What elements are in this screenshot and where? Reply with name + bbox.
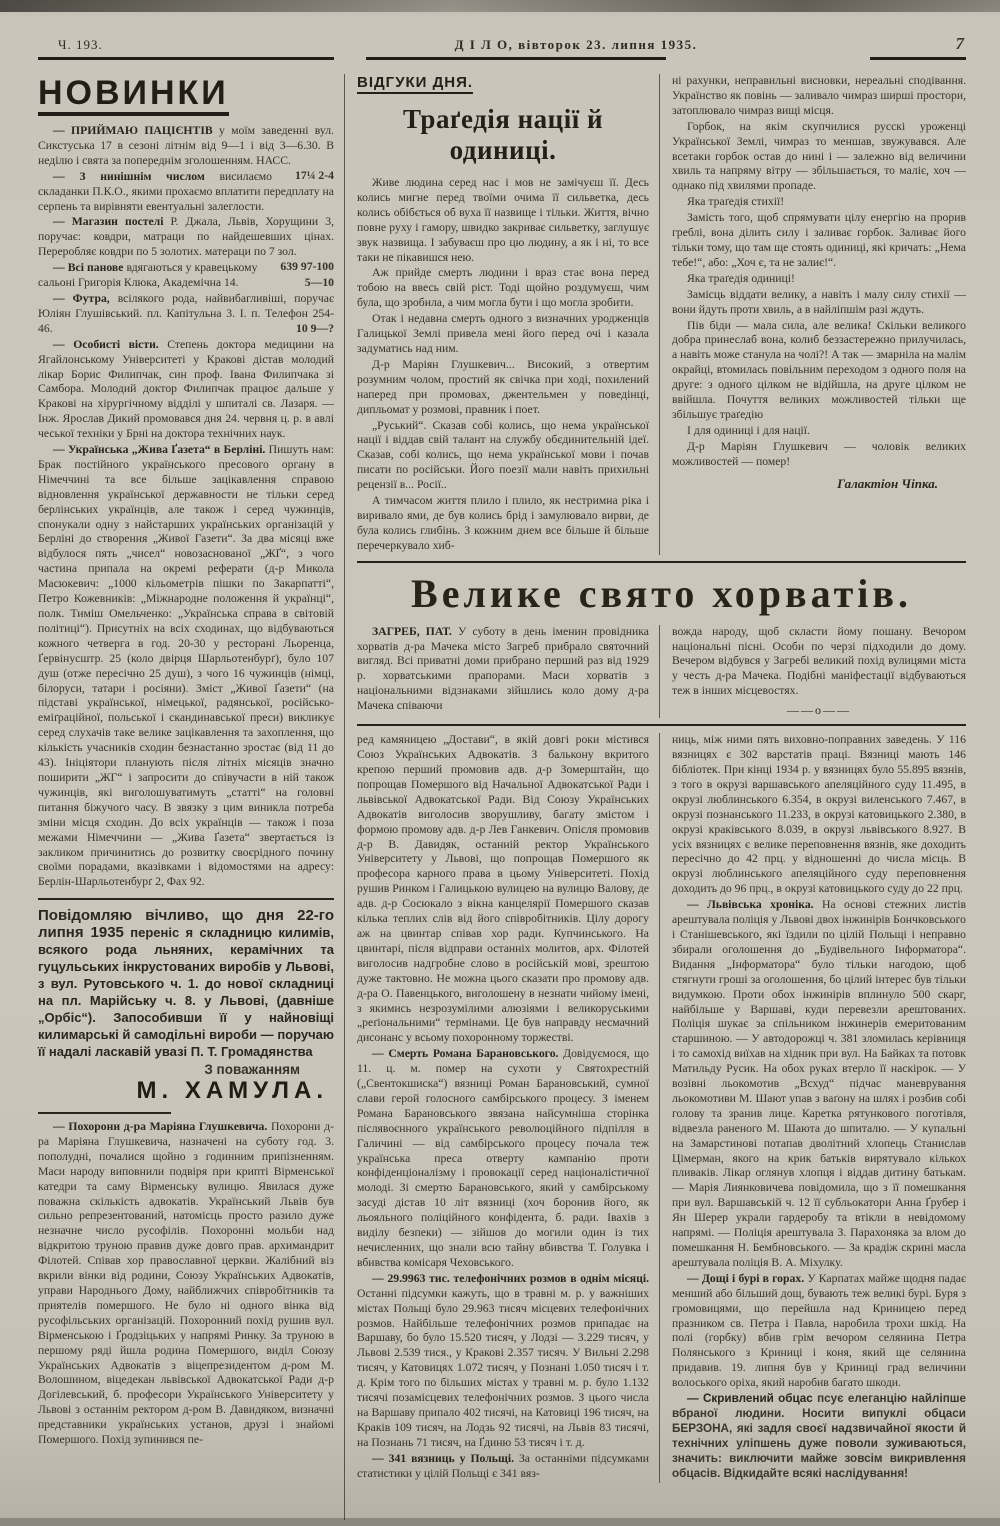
paragraph-lead: — Львівська хроніка.: [687, 898, 814, 912]
news-list: [38, 124, 334, 890]
feuilleton-paragraph: Аж прийде смерть людини і враз стає вона перед тобою на ввесь свій ріст. Тоді щойно роздумуєш, чим була, що зробила, а чим могла бути і що могла зробити.: [357, 266, 649, 310]
croatia-headline: Велике свято хорватів.: [411, 570, 912, 616]
paragraph-lead: — Скривлений обцас: [687, 1392, 813, 1406]
feuilleton-paragraph: Яка траґедія стихії!: [687, 195, 785, 209]
paragraph-lead: — Футра,: [53, 291, 110, 305]
paragraph-lead: — Дощі і бурі в горах.: [687, 1271, 805, 1285]
news-item: — Львівська хроніка. На основі стежних листів арештувала поліція у Львові двох інжинірів Бончковського і Станішевського, які їздили по цілій Польщі і неправно збирали оголошення до „Будівельного Інформатора“. Видання „Інформатора“ було тільки нагодою, щоб стягнути гроші за оголошення, бо цілий інтерес був тільки видумкою. Проти обох інжинірів вплинуло 500 скарг, найбільше у Варшаві, куди перевезли арештованих. Поліція шукає за спільником інжинерів емеритованим старшиною. — У автодорожці ч. 381 зломилась керівниця і то самохід виїхав на хідник при вул. На Байках та потовк Матильду Русик. На обох руках втерло її наскірок. — У возівні льокомотив „Всхуд“ підчас маневрування льокомотиви М. Шают упав з ваґону на шлях і розбив собі голову та зранив лице. Каретка рятункового поготівля, відвезла раненого М. Шаюта до шпиталю. — У купальні на Замарстинові потапав дволітний хлопець Станислав Цімерман, якого на крик батьків вирятувало кількох пливаків. Лікар оглянув хлопця і віддав дитину батькам. — Марія Лиянковичева повідомила, що з її помешкання при вул. Варшавській ч. 12 її субльокатори Анна Ґрубер і Ян Шерер украли гардеробу та втікли в невідомому напрямі. — Поліція арештувала З. Парахоняка за влом до помешкання Н. Бембновського. — За крадіж скрині масла арештувала поліція В. А. Міхулку.: [672, 898, 966, 1269]
feuilleton-paragraph: Замісць віддати велику, а навіть і малу силу стихії — вони йдуть проти хвиль, а в найліпшім разі ждуть.: [672, 287, 966, 316]
funeral-paragraph: — Похорони д-ра Маріяна Глушкевича. Похорони д-ра Маріяна Глушкевича, назначені на суботу год. 3. пополудні, почалися щойно з годинним припізненням. Маси народу виповнили подвіря при крипті Вірменської катедри та саму Вірменську вулицю. Явилася дуже поважна скількість адвокатів. Український Львів був сильно репрезентований, натомісць просто разило дуже незначне число русофілів. Похоронні мольби над відкритою труною правив дуже довго прав. архимандрит Філотей. Співав хор православної церкви. Жалібний віз вкрили вінки від родини, Союзу Українських Адвокатів, управи Народнього Дому, найближчих співробітників та приятелів помершого. Не було ні одного вінка від русофільських організацій. Похоронний похід рушив вул. Вірменською і Ґродзіцьких у напрямі Ринку. За труною в першому ряді йшла родина Помершого, виділ Союзу Українських Адвокатів з віцепрезидентом д-ром М. Волошином, віцедекан львівської Адвокатської Ради д-р Догілевський, б. професори Українського Університету у Львові з останнім ректором д-ром В. Давидяком, визначні представники українських установ, друзі і знайомі Помершого. Похід зупинився пе-: [38, 1120, 334, 1447]
page-number: 7: [955, 34, 964, 53]
header-rule-right: [870, 57, 966, 60]
divider-rule-short: [38, 1112, 171, 1114]
paragraph-lead: — Українська „Жива Ґазета“ в Берліні.: [53, 443, 266, 457]
news-item: — Особисті вісти. Степень доктора медицини на Ягайлонському Університеті у Кракові дістав молодий лікар Борис Филипчак, син проф. Івана Филипчака зі Самбора. Молодий доктор Филипчак працює дальше у Кракові на хірургічному відділі у шпиталі св. Лазаря. — Інж. Ярослав Дикий промовався дня 24. червня ц. р. в авлі чеської техніки у Брні на доктора технічних наук.: [38, 337, 334, 441]
ad-reference-number: 17¼ 2-4: [295, 168, 334, 182]
columns-two-three: [357, 74, 966, 1520]
carpet-ad-body-1: переніс я складницю килимів, всякого рода льняних, керамічних та гуцульських інкрустованих виробів у Львові, з вул. Рутовського ч. 1.: [38, 925, 334, 992]
feuilleton-paragraph: А тимчасом життя плило і плило, як нестримна ріка і виривало ями, де був колись брід і замулювало вирви, де була колись глибінь. З кожним днем все більше й більше перечеркувало хиб-: [357, 494, 649, 552]
ornament-divider: ——о——: [787, 703, 851, 718]
feuilleton-paragraph: Пів біди — мала сила, але велика! Скільки великого добра принеслаб вона, колиб беззастережно прилучилась, а навіть може станула на чолі?! А так — змарніла на малім окрайці, втомилась повільним переходом з одного поля на друге: з одного цілком не відійшла, на друге цілком не ввійшла. Почуття великих можливостей тільки ще збільшує траґедію: [672, 318, 966, 421]
croatia-column-right: [660, 625, 966, 719]
paragraph-lead: — 341 вязниць у Польщі.: [372, 1451, 514, 1465]
feuilleton-paragraph: ні рахунки, неправильні висновки, нереальні сподівання. Українство як повінь — заливало чимраз ширші простори, затоплювало чимраз вищі місця.: [672, 74, 966, 117]
feuilleton-paragraph: „Руський“. Сказав собі колись, що нема української нації і віддав свій талант на службу обєдинительній ідеї. Сказав, собі колись, що нема української мови і почав писати по російськи. Його поезії мали навіть прихильні рецензії в... Росії..: [357, 418, 649, 492]
carpet-ad-body-2: (давніше „Орбіс“). Запособивши її у найновіщі килимарські й самодільні вироби — поручаю її надалі ласкавій увазі П. Т. Громадянства: [38, 993, 334, 1060]
croatia-column-left: [357, 625, 660, 719]
feuilleton-column-right: [660, 74, 966, 555]
carpet-ad: [38, 907, 334, 1106]
paragraph-lead: — Всі панове: [53, 261, 124, 275]
news-item: — Українська „Жива Ґазета“ в Берліні. Пишуть нам: Брак постійного українського пресового органу в Німеччині та все більше зацікавлення справою відновлення української державности не тільки серед берлінських українців, але також і серед чужинців, спонукали одну з найстарших українських організацій у Берліні до створення „Живої Газети“. За два місяці вже відбулося пять „чисел“ новозаснованої „ЖҐ“, з чого частина припала на окремі реферати (д-р Микола Масюкевич: „1000 кільометрів пішки по Закарпатті“, Петро Кожевників: „Міжнародне положення й українці“, полк. Тиміш Омельченко: „Українська справа в світовій політиці“). Присутніх на всіх сходинах, що відбуваються кожного четверга в год. 20-30 у ресторані Льоренца, Ґервінусштр. 25 (коло двірця Шарльотенбурґ), було 107 душ (отже пересічно 25 душ), з чого 16 чужинців (німці, білоруси, татари і росіяни). Зміст „Живої Ґазети“ (на підставі української, німецької, радянської, російсько-еміґраційної, польської і скандинавської преси) викликує серед слухачів таке велике зацікавлення та захоплення, що кількість учасників сходин безнастанно зростає (від 11 до 43). Ініціятори планують після літніх місяців значно поширити „ЖГ“ і запросити до співучасти в ній також чужинців, які виголошуватимуть „статті“ на головні питання біжучого часу. В звязку з цим виникла потреба зміни місця сходин. До всіх українців — також і поза межами Німеччини — „Жива Ґазета“ звертається із закликом причинитись до розвитку своєрідного почину своїми порадами, вказівками і відомостями на адресу: Берлін-Шарльотенбурґ 2, Фах 92.: [38, 443, 334, 889]
news-item: — Всі панове вдягаються у кравецькому сальоні Григорія Клюка, Академічна 14. 5—10: [38, 261, 334, 290]
news-item: — З нинішнім числом висилаємо складанки П.К.О., якими прохаємо вплатити передплату на серпень та вирівняти евентуальні залеглости.: [38, 169, 334, 213]
news-item: — Дощі і бурі в горах. У Карпатах майже щодня падає менший або більший дощ, бувають теж великі бурі. Буря з громовицями, що перейшла над Криницею перед празником св. Петра і Павла, наробила трохи шкід. На полі (горбку) вбив грім вечором селянина Петра Полянського з Криниці і коня, який ще селянина придавив. 19. липня був у Криниці град величини волоського оріха, який наробив багато шкоди.: [672, 1271, 966, 1390]
feuilleton-paragraph: Горбок, на якім скупчилися русскі уроженці Української Землі, чимраз то меншав, звужувався. Але всетаки горбок остав до нині і — залежно від величини хвиль та напряму вітру — збільшається, то маліє, хоч — однако під хвилями пропаде.: [672, 119, 966, 193]
feuilleton-paragraph: Отак і недавна смерть одного з визначних уродженців Галицької Землі привела мені його перед очі і казала задуматись над ним.: [357, 312, 649, 355]
news-item: — 29.9963 тис. телефонічних розмов в однім місяці. Останні підсумки кажуть, що в травні м. р. у важніших містах Польщі було 29.963 тисяч місцевих телефонічних розмов. Найбільше телефонічних розмов припадає на Варшаву, бо було 15.520 тисяч, у Лодзі — 3.229 тисяч, у Львові 2.539 тися., у Кракові 2.357 тисяч. У Вильні 2.298 тисяч, у Катовицях 1.072 тисяч, у Познані 1.050 тисяч і т. д. Крім того по більших містах у травні м. р. було 1.132 тисячі позамісцевих телефонічних розмов. З цього числа на Варшаву припало 402 тисячі, на Катовиці 196 тисяч, на Краків 109 тисяч, на Лодзь 92 тисячі, на Львів 83 тисячі, на Познань 71 тисяч, на Ґдиню 53 тисяч і т. д.: [357, 1271, 649, 1449]
section-rule-2: [357, 724, 966, 726]
news-section-title: НОВИНКИ: [38, 76, 229, 116]
croatia-band: [357, 625, 966, 719]
feuilleton-paragraph: І для одиниці і для нації.: [687, 423, 810, 437]
page-header: [58, 34, 964, 54]
paragraph-lead: ЗАГРЕБ, ПАТ.: [372, 624, 452, 638]
carpet-ad-closing: З поважанням: [204, 1062, 300, 1078]
feuilleton-paragraph: Замість того, щоб спрямувати цілу енергію на прорив греблі, вона ділить силу і заливає горбок. Заливає його тільки тому, що там ще стоять одиниці, які кричать: „Нема тебе!“, або: „Хоч є, та не залиє!“.: [672, 211, 966, 269]
column-news: [38, 74, 345, 1520]
feuilleton-band: [357, 74, 966, 555]
carpet-ad-text: [38, 907, 334, 1060]
continuation-column-left: [357, 733, 660, 1482]
section-rule: [357, 561, 966, 563]
croatia-paragraph: ЗАГРЕБ, ПАТ. У суботу в день іменин провідника хорватів д-ра Мачека місто Загреб прибрало святочний вигляд. Всі приватні доми прибрано перший раз від 1929 р. хорватськими прапорами. Маси хорватів з національними відзнаками зійшлись коло дому д-ра Мачека співаючи: [357, 624, 649, 713]
masthead-dateline: Д І Л О, вівторок 23. липня 1935.: [454, 37, 698, 52]
author-signature: Галактіон Чіпка.: [837, 475, 938, 491]
ad-reference-number: 5—10: [304, 276, 334, 290]
carpet-ad-lead: Повідомляю вічливо, що дня 22-го липня 1935: [38, 907, 334, 942]
feuilleton-paragraph: Д-р Маріян Глушкевич — чоловік великих можливостей — помер!: [672, 439, 966, 468]
continuation-column-right: [660, 733, 966, 1482]
continuation-band: [357, 733, 966, 1482]
paragraph-lead: — ПРИЙМАЮ ПАЦІЄНТІВ: [53, 124, 213, 137]
news-item: ред камяницею „Достави“, в якій довгі роки містився Союз Українських Адвокатів. З балькону вкритого крепою перший промовив адв. д-р Зомерштайн, що попрощав Помершого від Начальної Адвокатської Ради і львівської Адвокатської Ради. Від Союзу Українських Адвокатів виголосив зворушливу, багату змістом і формою промову адв. д-р Лев Ганкевич. Опісля промовив д-р В. Давидяк, останній ректор Українського Університету у Львові, що попрощав Помершого як професора карного права в цьому Університеті. Похід рушив Ринком і Галицькою вулицею на вулицю Валову, де адв. д-р Сосюкало з вікна канцелярії Помершого сказав кілька теплих слів від його співробітників. Цілу дорогу аж на цвинтар співав хор ради. Купчинського. На цвинтарі, після відправи останніх молитов, арх. Філотей виголосив надгробне слово в російській мові, зрештою дуже тактовно. Не можна цього сказати про промову адв. д-ра О. Павенцького, виголошену в незнати чийому імені, з якимись незрозумілими алюзіями і великоруськими „реґіональними“ термінами. Це був направду несмачний дисонанс у всьому похоронному торжестві.: [357, 733, 649, 1045]
news-item: ниць, між ними пять виховно-поправних заведень. У 116 вязницях є 302 варстатів праці. Вязниці мають 146 бібліотек. При кінці 1934 р. у вязницях було 55.895 вязнів, з того в окрузі варшавського апеляційного суду 11.495, в окрузі люблинського 6.354, в окрузі виленського 7.467, в окрузі познанського 11.233, в окрузі катовицького 2.380, в окрузі краківського 8.039, в окрузі львівського 8.927. В усіх вязницях є велике переповнення вязнів, яке доходить пересічно до 42 прц. у відношенні до числа місць. В окрузі люблинського апеляційного суду переповнення доходить до 96 прц., в окрузі катовицького суду до 22 прц.: [672, 733, 966, 896]
feuilleton-text-right: [672, 74, 966, 470]
header-rule-center: [366, 57, 666, 60]
news-item: — ПРИЙМАЮ ПАЦІЄНТІВ у моїм заведенні вул. Сикстуська 17 в сезоні літнім від 9—1 і від 3—6.30. В неділю і свята за попереднім зголошенням. НАСС. 17¼ 2-4: [38, 124, 334, 182]
carpet-ad-signature: М. ХАМУЛА.: [136, 1077, 328, 1105]
news-item: — Смерть Романа Барановського. Довідуємося, що 11. ц. м. помер на сухоти у Святохрестній („Свентокшиска“) вязниці Роман Барановський, сумної слави герой голосного самбірського процесу. З іменем Романа Барановського звязана найсумніша сторінка післявоєнного українського революційного підпілля в Галичині — від самбірського процесу почала теж українська преса отверту кампанію проти конфіденціоналізму і провокації серед націоналістичної молоді. Зі смертю Барановського, який у самбірському засуді дістав 10 літ вязниці (хоч боронив його, як льояльного поліційного конфідента, б. ради. Івахів з виділу безпеки) — зійшов до могили один із тих нечисленних, що знали всю тайну вбивства Т. Голувка і вбивства комісаря Чеховського.: [357, 1047, 649, 1269]
news-item: — Футра, всілякого рода, найвибагливіші, поручає Юліян Глушівський. пл. Капітульна 3. І. п. Телефон 254-46. 10 9—?: [38, 291, 334, 335]
funeral-article: [38, 1120, 334, 1448]
carpet-ad-address: до нової складниці на пл. Марійську ч. 8. у Львові,: [38, 976, 334, 1009]
paragraph-lead: — Особисті вісти.: [53, 337, 159, 351]
header-rule-left: [38, 57, 334, 60]
feuilleton-title: Траґедія нації й одиниці.: [402, 104, 604, 165]
issue-number: Ч. 193.: [58, 37, 103, 52]
news-item: — Скривлений обцас псує елеганцію найліпше вбраної людини. Носити випуклі обцаси БЕРЗОНА, які задля своєї надзвичайної якости й технічних уліпшень дуже поволи зуживаються, значить: виключити майже зовсім викривлення обцасів. Відкидайте всякі наслідування!: [672, 1392, 966, 1480]
feuilleton-paragraph: Д-р Маріян Глушкевич... Високий, з отвертим розумним чолом, простий як свічка при ході, похилений наперед при промовах, джентельмен у поведінці, дипльомат у розмові, правник і поет.: [357, 357, 649, 416]
ad-reference-number: 10 9—?: [296, 321, 334, 335]
rubric-title: ВІДГУКИ ДНЯ.: [357, 74, 473, 94]
feuilleton-paragraph: Яка траґедія одиниці!: [687, 271, 795, 285]
ad-reference-number: 639 97-100: [280, 260, 334, 274]
page-content: [38, 74, 966, 1520]
feuilleton-column-left: [357, 74, 660, 555]
paragraph-lead: — Магазин постелі: [53, 215, 164, 229]
divider-rule: [38, 898, 334, 900]
paragraph-lead: — Смерть Романа Барановського.: [372, 1047, 559, 1061]
paragraph-lead: — 29.9963 тис. телефонічних розмов в однім місяці.: [372, 1271, 649, 1285]
news-item: — 341 вязниць у Польщі. За останніми підсумками статистики у цілій Польщі є 341 вяз-: [357, 1451, 649, 1480]
paragraph-lead: — З нинішнім числом: [53, 169, 205, 183]
paragraph-lead: — Похорони д-ра Маріяна Глушкевича.: [53, 1120, 268, 1134]
news-item: — Магазин постелі Р. Джала, Львів, Хорущини 3, поручає: ковдри, матраци по найдешевших цінах. Переробляє ковдри по 5 золотих. матераци по 7 зол. 639 97-100: [38, 215, 334, 274]
header-rule-row: [38, 57, 966, 60]
feuilleton-paragraph: Живе людина серед нас і мов не замічуєш її. Десь колись мигне перед твоїми очима її сильветка, десь колись обібється об вуха її назвище і тільки. Життя, вічно повне руху і гамору, швидко закриває сильветку, заглушує звук назвища. І забуваєш про цю людину, а як і ні, то все таки не пікавишся нею.: [357, 176, 649, 264]
croatia-paragraph: вожда народу, щоб скласти йому пошану. Вечором національні пісні. Особи по черзі підходили до дому. Вечером відбувся у Загребі великий похід вулицями міста у честь д-ра Мачека. Подібні маніфестації відбуваються теж в інших місцевостях.: [672, 624, 966, 698]
feuilleton-text-left: [357, 176, 649, 554]
croatia-text-right: [672, 625, 966, 700]
